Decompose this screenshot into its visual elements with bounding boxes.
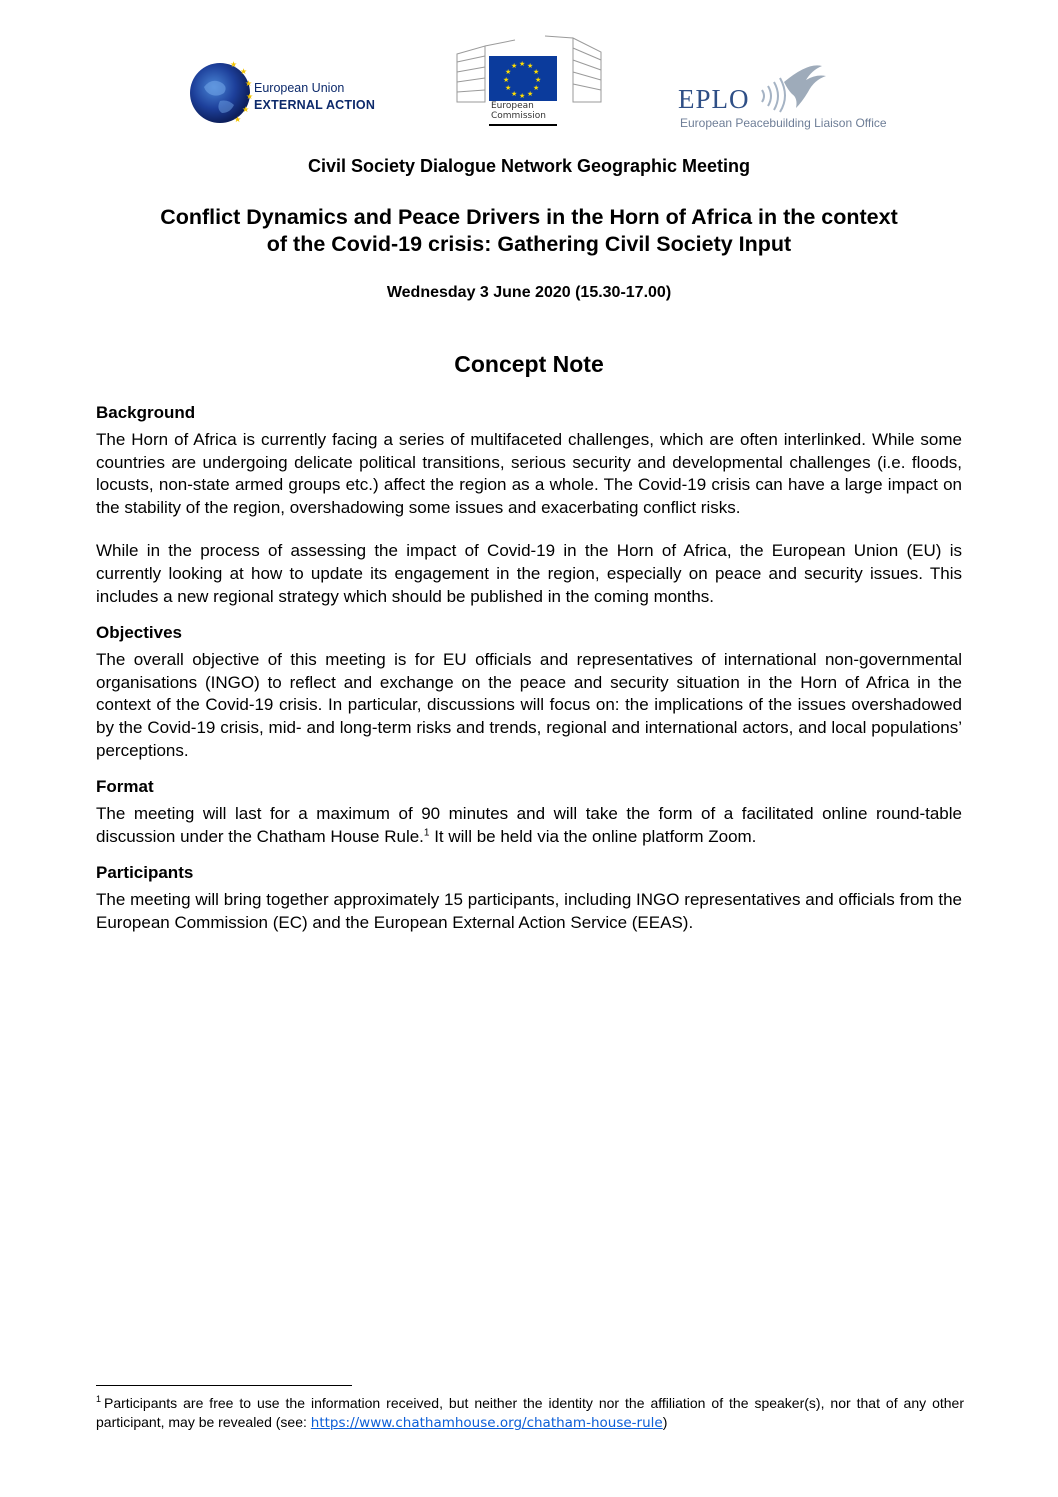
- svg-text:★: ★: [519, 60, 526, 68]
- footnote-text: Participants are free to use the information received, but neither the identity nor the affiliation of the speaker(s), nor that of any other participant, may be revealed (see:: [96, 1395, 964, 1430]
- footnote-number: 1: [96, 1394, 102, 1405]
- format-paragraph: [96, 803, 962, 848]
- svg-text:★: ★: [245, 79, 253, 88]
- document-title: [0, 204, 1058, 258]
- ec-logo-line1: European: [491, 101, 534, 111]
- svg-text:★: ★: [519, 92, 526, 100]
- format-text-1: The meeting will last for a maximum of 90 minutes and will take the form of a facilitated online round-table discussion under the Chatham House Rule.: [96, 804, 962, 846]
- svg-text:★: ★: [242, 105, 250, 114]
- footnote: [96, 1394, 964, 1433]
- eplo-logo-name: EPLO: [678, 84, 750, 114]
- svg-text:★: ★: [533, 84, 540, 92]
- svg-text:★: ★: [240, 67, 248, 76]
- background-paragraph-1: The Horn of Africa is currently facing a series of multifaceted challenges, which are often interlinked. While some countries are undergoing delicate political transitions, serious security and developmental challenges (i.e. floods, locusts, non-state armed groups etc.) affect the region as a whole. The Covid-19 crisis can have a large impact on the stability of the region, overshadowing some issues and exacerbating conflict risks.: [96, 430, 962, 517]
- eplo-logo-subtitle: European Peacebuilding Liaison Office: [680, 116, 887, 130]
- svg-text:★: ★: [246, 92, 254, 101]
- objectives-heading: Objectives: [96, 623, 182, 643]
- background-heading: Background: [96, 403, 196, 422]
- svg-text:★: ★: [533, 68, 540, 76]
- eplo-logo: [676, 62, 891, 134]
- svg-text:★: ★: [511, 90, 518, 98]
- eeas-logo-line2: EXTERNAL ACTION: [254, 98, 376, 112]
- svg-text:★: ★: [527, 90, 534, 98]
- svg-text:★: ★: [511, 62, 518, 70]
- european-commission-logo: [455, 32, 605, 130]
- title-line-1: Conflict Dynamics and Peace Drivers in the Horn of Africa in the context: [160, 205, 898, 229]
- eeas-logo-line1: European Union: [254, 81, 345, 95]
- chatham-house-link[interactable]: https://www.chathamhouse.org/chatham-house-rule: [310, 1415, 663, 1431]
- document-body: [96, 402, 962, 956]
- meeting-date: Wednesday 3 June 2020 (15.30-17.00): [386, 284, 672, 301]
- ec-logo-line2: Commission: [491, 111, 546, 121]
- eu-external-action-logo: [190, 57, 420, 127]
- participants-heading: Participants: [96, 863, 194, 883]
- concept-note-heading: Concept Note: [454, 351, 604, 377]
- footnote-closing: ): [662, 1414, 668, 1430]
- svg-text:★: ★: [505, 68, 512, 76]
- participants-paragraph: The meeting will bring together approximately 15 participants, including INGO representatives and officials from the European Commission (EC) and the European External Action Service (EEAS).: [96, 890, 962, 932]
- format-text-2: It will be held via the online platform Zoom.: [429, 826, 757, 846]
- footnote-reference[interactable]: 1: [423, 827, 430, 839]
- svg-text:★: ★: [527, 62, 534, 70]
- globe-stars-icon: [190, 57, 252, 127]
- objectives-paragraph: The overall objective of this meeting is for EU officials and representatives of international non-governmental organisations (INGO) to reflect and exchange on the peace and security situation in the Horn of Africa in the context of the Covid-19 crisis. In particular, discussions will focus on: the implications of the issues overshadowed by the Covid-19 crisis, mid- and long-term risks and trends, regional and international actors, and local populations’ perceptions.: [96, 650, 962, 760]
- svg-text:★: ★: [230, 60, 238, 69]
- network-heading: Civil Society Dialogue Network Geographic Meeting: [307, 156, 751, 176]
- title-line-2: of the Covid-19 crisis: Gathering Civil Society Input: [266, 232, 792, 256]
- background-paragraph-2: While in the process of assessing the impact of Covid-19 in the Horn of Africa, the European Union (EU) is currently looking at how to update its engagement in the region, especially on peace and security issues. This includes a new regional strategy which should be published in the coming months.: [96, 541, 962, 606]
- svg-text:★: ★: [505, 84, 512, 92]
- svg-text:★: ★: [503, 76, 510, 84]
- svg-text:★: ★: [535, 76, 542, 84]
- svg-text:★: ★: [234, 115, 242, 124]
- format-heading: Format: [96, 777, 154, 797]
- footnote-divider: [96, 1385, 352, 1386]
